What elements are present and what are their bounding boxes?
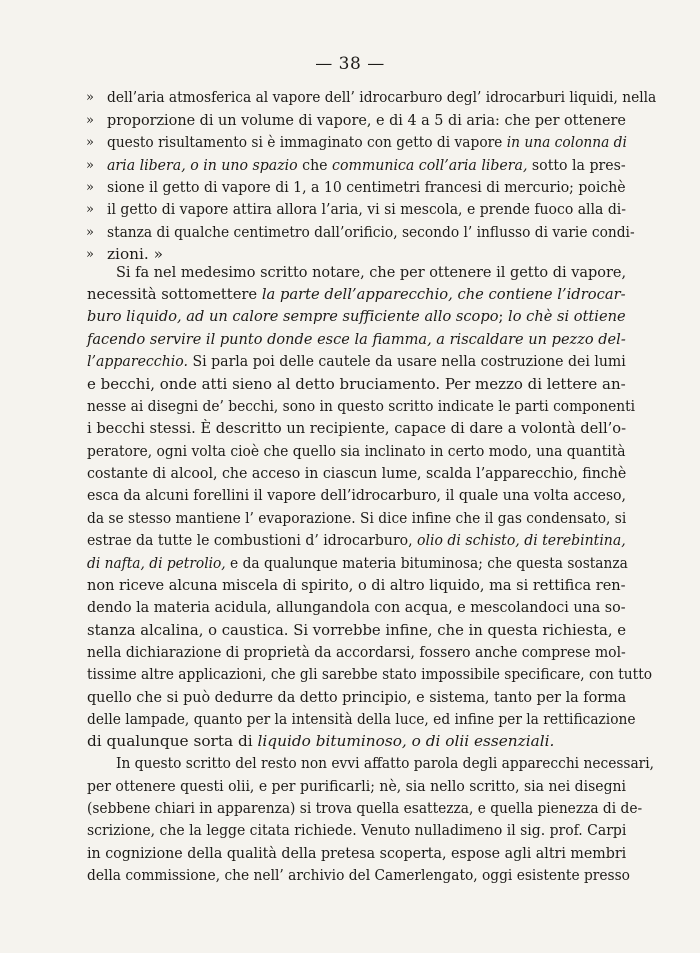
italic-text: buro liquido, ad un calore sempre sufficiente allo scopo — [87, 307, 499, 325]
text-segment: nesse ai disegni de’ becchi, sono in questo scritto indicate le parti componenti — [87, 397, 636, 415]
italic-text: olio di schisto, di terebintina, — [417, 531, 626, 549]
quote-mark: » — [86, 90, 94, 105]
text-segment: ; — [498, 307, 509, 325]
text-segment: necessità sottomettere — [87, 285, 262, 303]
quote-mark: » — [86, 158, 94, 173]
italic-text: liquido bituminoso, o di olii essenziali. — [257, 732, 555, 750]
text-segment: e da qualunque materia bituminosa; che questa sostanza — [225, 554, 628, 572]
text-line — [87, 597, 626, 617]
quote-mark: » — [86, 180, 94, 195]
text-segment: e becchi, onde atti sieno al detto bruciamento. Per mezzo di lettere an- — [87, 375, 626, 393]
text-line — [87, 329, 626, 349]
text-line — [107, 222, 635, 242]
italic-text: l’apparecchio. — [87, 352, 189, 370]
text-line — [87, 820, 626, 840]
text-line — [87, 642, 626, 662]
text-segment: sotto la pres- — [527, 156, 626, 174]
text-segment: Si fa nel medesimo scritto notare, che per ottenere il getto di vapore, — [116, 263, 627, 281]
text-line — [107, 199, 626, 219]
text-segment: esca da alcuni forellini il vapore dell’idrocarburo, il quale una volta acceso, — [87, 486, 627, 504]
text-segment: della commissione, che nell’ archivio del Camerlengato, oggi esistente presso — [87, 866, 630, 884]
text-line — [87, 798, 642, 818]
text-line — [116, 753, 654, 773]
text-segment: che — [297, 156, 333, 174]
text-line — [87, 508, 626, 528]
text-line — [87, 284, 626, 304]
text-segment: per ottenere questi olii, e per purificarli; nè, sia nello scritto, sia nei disegni — [87, 777, 627, 795]
text-line — [87, 620, 626, 640]
italic-text: lo chè si ottiene — [508, 307, 626, 325]
text-line — [87, 664, 652, 684]
text-segment: dendo la materia acidula, allungandola con acqua, e mescolandoci una so- — [87, 598, 626, 616]
text-line — [107, 87, 656, 107]
italic-text: aria libera, o in uno spazio — [107, 156, 298, 174]
quote-mark: » — [86, 202, 94, 217]
italic-text: in una colonna di — [506, 133, 627, 151]
text-segment: zioni. » — [107, 245, 163, 263]
text-segment: Si parla poi delle cautele da usare nella costruzione dei lumi — [188, 352, 626, 370]
text-line — [87, 351, 626, 371]
text-segment: costante di alcool, che acceso in ciascun lume, scalda l’apparecchio, finchè — [87, 464, 627, 482]
text-line — [87, 463, 626, 483]
text-segment: dell’aria atmosferica al vapore dell’ idrocarburo degl’ idrocarburi liquidi, nella — [107, 88, 657, 106]
text-segment: peratore, ogni volta cioè che quello sia inclinato in certo modo, una quantità — [87, 442, 626, 460]
italic-text: la parte dell’apparecchio, che contiene l’idrocar- — [261, 285, 626, 303]
text-line — [87, 776, 626, 796]
text-segment: i becchi stessi. È descritto un recipiente, capace di dare a volontà dell’o- — [87, 419, 627, 437]
text-segment: stanza alcalina, o caustica. Si vorrebbe infine, che in questa richiesta, e — [87, 621, 627, 639]
text-line — [107, 244, 163, 264]
italic-text: facendo servire il punto donde esce la fiamma, a riscaldare un pezzo del- — [87, 330, 626, 348]
quote-mark: » — [86, 247, 94, 262]
text-segment: estrae da tutte le combustioni d’ idrocarburo, — [87, 531, 418, 549]
text-line — [87, 485, 626, 505]
text-line — [87, 709, 636, 729]
text-segment: stanza di qualche centimetro dall’orificio, secondo l’ influsso di varie condi- — [107, 223, 635, 241]
text-segment: scrizione, che la legge citata richiede. Venuto nulladimeno il sig. prof. Carpi — [87, 821, 627, 839]
text-segment: In questo scritto del resto non evvi affatto parola degli apparecchi necessari, — [116, 754, 655, 772]
text-line — [87, 843, 626, 863]
text-line — [107, 177, 626, 197]
text-line — [87, 687, 626, 707]
text-line — [107, 110, 626, 130]
text-line — [87, 731, 554, 751]
text-segment: quello che si può dedurre da detto principio, e sistema, tanto per la forma — [87, 688, 627, 706]
text-line — [107, 155, 626, 175]
text-segment: proporzione di un volume di vapore, e di 4 a 5 di aria: che per ottenere — [107, 111, 626, 129]
quote-mark: » — [86, 113, 94, 128]
text-line — [107, 132, 627, 152]
text-segment: non riceve alcuna miscela di spirito, o di altro liquido, ma si rettifica ren- — [87, 576, 626, 594]
text-line — [87, 575, 626, 595]
text-segment: in cognizione della qualità della pretesa scoperta, espose agli altri membri — [87, 844, 627, 862]
italic-text: di nafta, di petrolio, — [87, 554, 226, 572]
text-segment: di qualunque sorta di — [87, 732, 258, 750]
italic-text: communica coll’aria libera, — [332, 156, 528, 174]
text-segment: delle lampade, quanto per la intensità della luce, ed infine per la rettificazione — [87, 710, 636, 728]
text-segment: nella dichiarazione di proprietà da accordarsi, fossero anche comprese mol- — [87, 643, 626, 661]
quote-mark: » — [86, 135, 94, 150]
quote-mark: » — [86, 225, 94, 240]
page-number: — 38 — — [315, 54, 385, 74]
text-line — [87, 865, 630, 885]
text-line — [87, 306, 626, 326]
text-line — [87, 530, 626, 550]
text-segment: tissime altre applicazioni, che gli sarebbe stato impossibile specificare, con tutto — [87, 665, 653, 683]
text-line — [87, 418, 626, 438]
text-line — [87, 396, 635, 416]
text-segment: (sebbene chiari in apparenza) si trova quella esattezza, e quella pienezza di de- — [87, 799, 643, 817]
text-line — [87, 441, 626, 461]
text-segment: il getto di vapore attira allora l’aria, vi si mescola, e prende fuoco alla di- — [107, 200, 626, 218]
text-segment: sione il getto di vapore di 1, a 10 centimetri francesi di mercurio; poichè — [107, 178, 626, 196]
text-line — [87, 553, 628, 573]
text-line — [87, 374, 626, 394]
text-segment: questo risultamento si è immaginato con getto di vapore — [107, 133, 507, 151]
text-segment: da se stesso mantiene l’ evaporazione. Si dice infine che il gas condensato, si — [87, 509, 627, 527]
text-line — [116, 262, 626, 282]
